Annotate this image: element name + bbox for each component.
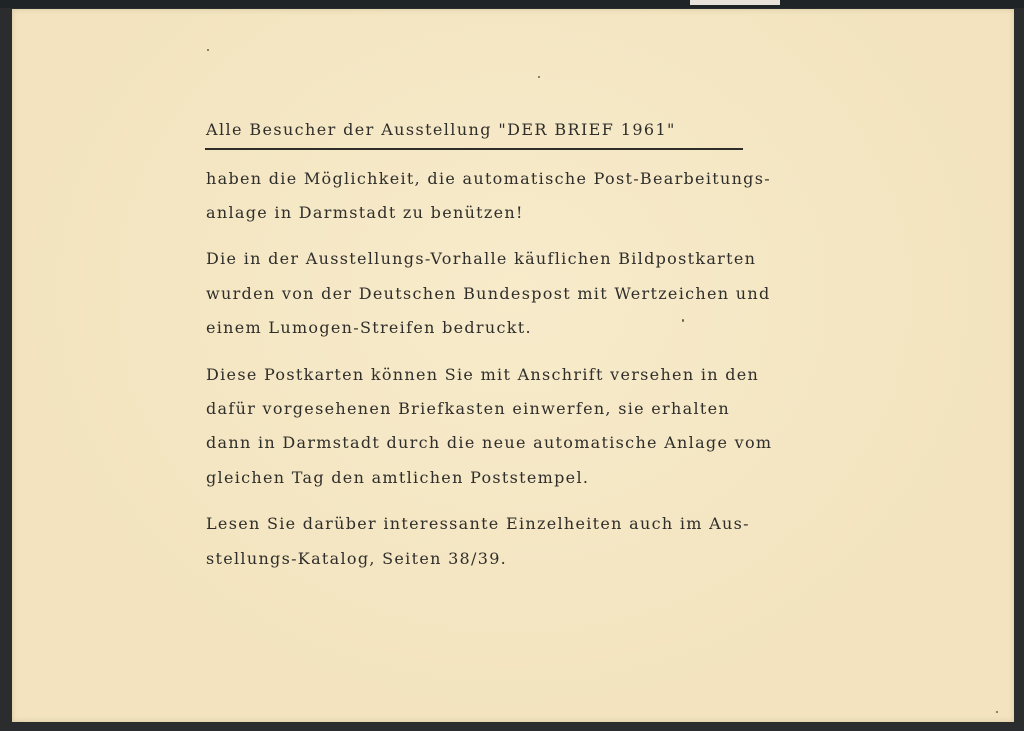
paper-speck (996, 711, 998, 713)
paragraph-3-line-2: dafür vorgesehenen Briefkasten einwerfen, sie erhalten (206, 399, 730, 418)
paragraph-4-line-2: stellungs-Katalog, Seiten 38/39. (206, 549, 508, 568)
paragraph-1-line-2: anlage in Darmstadt zu benützen! (206, 203, 524, 222)
paragraph-4-line-1: Lesen Sie darüber interessante Einzelheiten auch im Aus- (206, 514, 750, 533)
scan-top-edge (0, 0, 1024, 8)
printed-card (12, 9, 1014, 722)
heading-underline (205, 148, 743, 150)
paragraph-2-line-2: wurden von der Deutschen Bundespost mit Wertzeichen und (206, 284, 771, 303)
paragraph-2-line-1: Die in der Ausstellungs-Vorhalle käuflichen Bildpostkarten (206, 249, 757, 268)
paragraph-3-line-4: gleichen Tag den amtlichen Poststempel. (206, 468, 590, 487)
paragraph-2-line-3: einem Lumogen-Streifen bedruckt. (206, 318, 532, 337)
paper-speck (207, 49, 209, 51)
paragraph-1-line-1: haben die Möglichkeit, die automatische Post-Bearbeitungs- (206, 169, 771, 188)
scan-top-tab (690, 0, 780, 5)
paper-speck (538, 76, 540, 78)
paragraph-3-line-3: dann in Darmstadt durch die neue automatische Anlage vom (206, 433, 773, 452)
card-heading: Alle Besucher der Ausstellung "DER BRIEF 1961" (206, 120, 676, 139)
paragraph-3-line-1: Diese Postkarten können Sie mit Anschrift versehen in den (206, 365, 760, 384)
paper-speck (682, 319, 684, 322)
